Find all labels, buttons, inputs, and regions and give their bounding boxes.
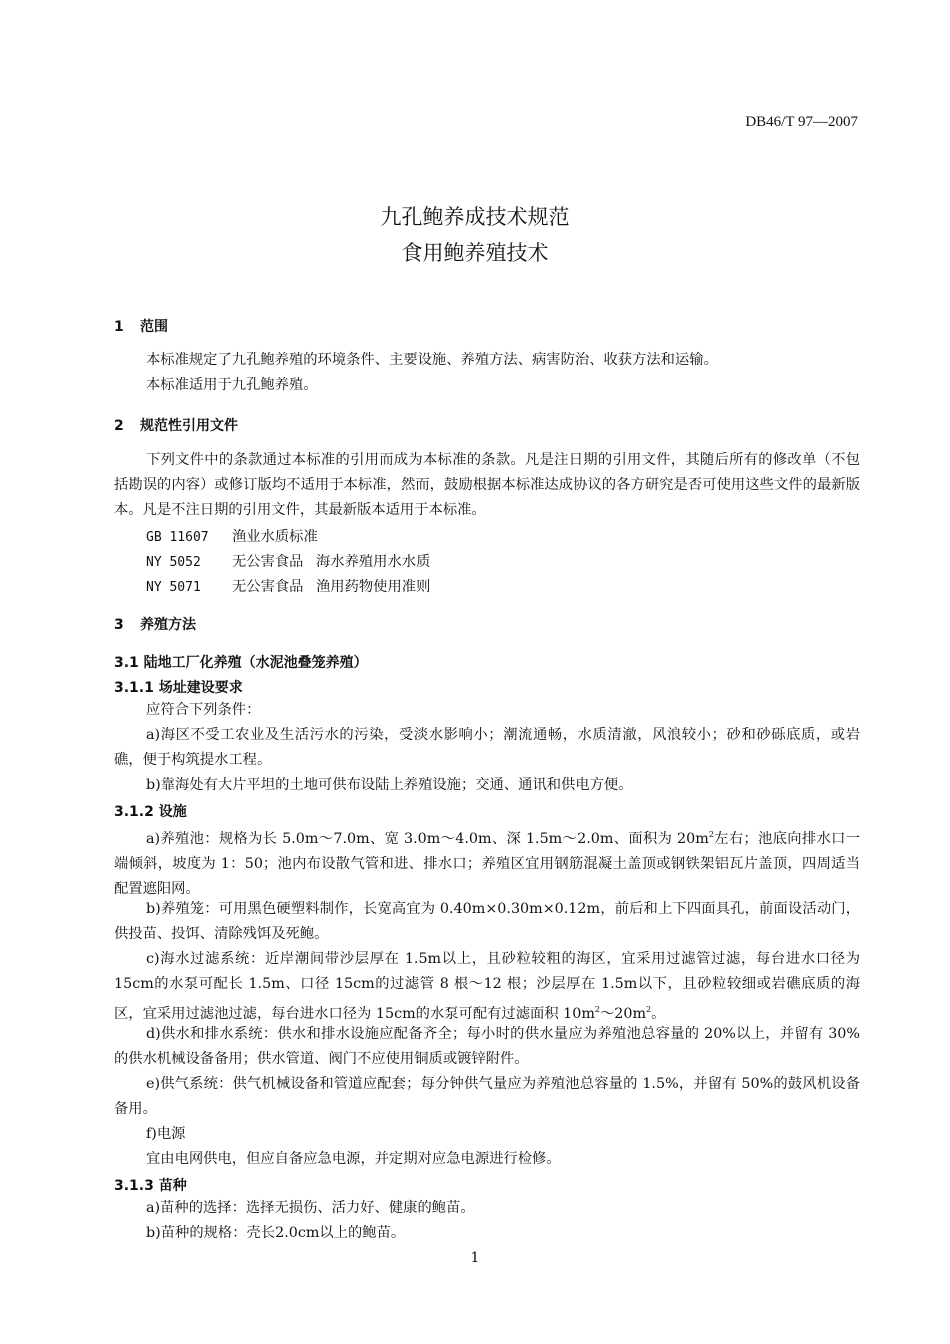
reference-code: NY 5071 [146, 580, 201, 595]
section-3-heading [114, 614, 196, 634]
reference-name: 渔业水质标准 [232, 529, 318, 545]
section-number: 3 [114, 617, 124, 633]
paragraph: e)供气系统：供气机械设备和管道应配套；每分钟供气量应为养殖池总容量的 1.5%，并留有 50%的鼓风机设备备用。 [114, 1076, 860, 1117]
section-2-heading [114, 415, 238, 435]
paragraph: 本标准规定了九孔鲍养殖的环境条件、主要设施、养殖方法、病害防治、收获方法和运输。 [146, 352, 718, 368]
reference-item [146, 576, 430, 596]
document-title: 九孔鲍养成技术规范 [380, 205, 570, 229]
section-title: 规范性引用文件 [140, 418, 238, 434]
section-1-heading [114, 316, 168, 336]
paragraph [114, 822, 860, 902]
paragraph: d)供水和排水系统：供水和排水设施应配备齐全；每小时的供水量应为养殖池总容量的 20%以上，并留有 30%的供水机械设备备用；供水管道、阀门不应使用铜质或镀锌附件。 [114, 1026, 860, 1067]
text-run: ～20m [600, 1005, 647, 1022]
reference-item [146, 551, 430, 571]
text-run: a)养殖池：规格为长 5.0m～7.0m、宽 3.0m～4.0m、深 1.5m～2.0m、面积为 20m [146, 830, 709, 847]
text-run: c)海水过滤系统：近岸潮间带沙层厚在 1.5m以上，且砂粒较粗的海区，宜采用过滤管过滤，每台进水口径为 15cm的水泵可配长 1.5m、口径 15cm的过滤管 8 根～12 根；沙层厚在 1.5m以下，且砂粒较细或岩礁底质的海区，宜采用过滤池过滤，每台进水口径为 15cm的水泵可配有过滤面积 10m [114, 951, 860, 1022]
reference-code: NY 5052 [146, 555, 201, 570]
section-number: 2 [114, 418, 124, 434]
document-subtitle: 食用鲍养殖技术 [401, 241, 549, 265]
reference-name: 无公害食品 [232, 579, 304, 595]
paragraph: a)苗种的选择：选择无损伤、活力好、健康的鲍苗。 [146, 1200, 475, 1216]
subsection-3-1-1-heading: 3.1.1 场址建设要求 [114, 680, 243, 696]
section-number: 1 [114, 319, 124, 335]
section-title: 养殖方法 [140, 617, 196, 633]
reference-name: 无公害食品 [232, 554, 304, 570]
paragraph [114, 947, 860, 1027]
superscript: 2 [708, 830, 714, 839]
subsection-3-1-2-heading: 3.1.2 设施 [114, 804, 187, 820]
paragraph: b)苗种的规格：壳长2.0cm以上的鲍苗。 [146, 1225, 406, 1241]
superscript: 2 [646, 1005, 652, 1014]
section-title: 范围 [140, 319, 168, 335]
paragraph: 下列文件中的条款通过本标准的引用而成为本标准的条款。凡是注日期的引用文件，其随后所有的修改单（不包括勘误的内容）或修订版均不适用于本标准，然而，鼓励根据本标准达成协议的各方研究是否可使用这些文件的最新版本。凡是不注日期的引用文件，其最新版本适用于本标准。 [114, 452, 860, 518]
reference-subtitle: 渔用药物使用准则 [316, 579, 431, 595]
reference-subtitle: 海水养殖用水水质 [316, 554, 431, 570]
text-run: 。 [651, 1005, 666, 1022]
paragraph: a)海区不受工农业及生活污水的污染，受淡水影响小；潮流通畅，水质清澈，风浪较小；砂和砂砾底质，或岩礁，便于构筑提水工程。 [114, 727, 860, 768]
reference-code: GB 11607 [146, 530, 209, 545]
subsection-3-1-3-heading: 3.1.3 苗种 [114, 1178, 187, 1194]
paragraph: b)靠海处有大片平坦的土地可供布设陆上养殖设施；交通、通讯和供电方便。 [146, 777, 633, 793]
text-run: 左右；池底向排水口一端倾斜，坡度为 1：50；池内布设散气管和进、排水口；养殖区宜用钢筋混凝土盖顶或钢铁架铝瓦片盖顶，四周适当配置遮阳网。 [114, 830, 860, 897]
paragraph: f)电源 [146, 1126, 186, 1142]
paragraph: 宜由电网供电，但应自备应急电源，并定期对应急电源进行检修。 [146, 1151, 561, 1167]
subsection-3-1-heading: 3.1 陆地工厂化养殖（水泥池叠笼养殖） [114, 655, 368, 671]
paragraph: 应符合下列条件： [146, 702, 261, 718]
standard-code: DB46/T 97—2007 [745, 114, 858, 130]
paragraph: b)养殖笼：可用黑色硬塑料制作，长宽高宜为 0.40m×0.30m×0.12m，前后和上下四面具孔，前面设活动门，供投苗、投饵、清除残饵及死鲍。 [114, 901, 860, 942]
reference-item [146, 526, 318, 546]
paragraph: 本标准适用于九孔鲍养殖。 [146, 377, 318, 393]
page-number: 1 [470, 1250, 480, 1266]
superscript: 2 [594, 1005, 600, 1014]
